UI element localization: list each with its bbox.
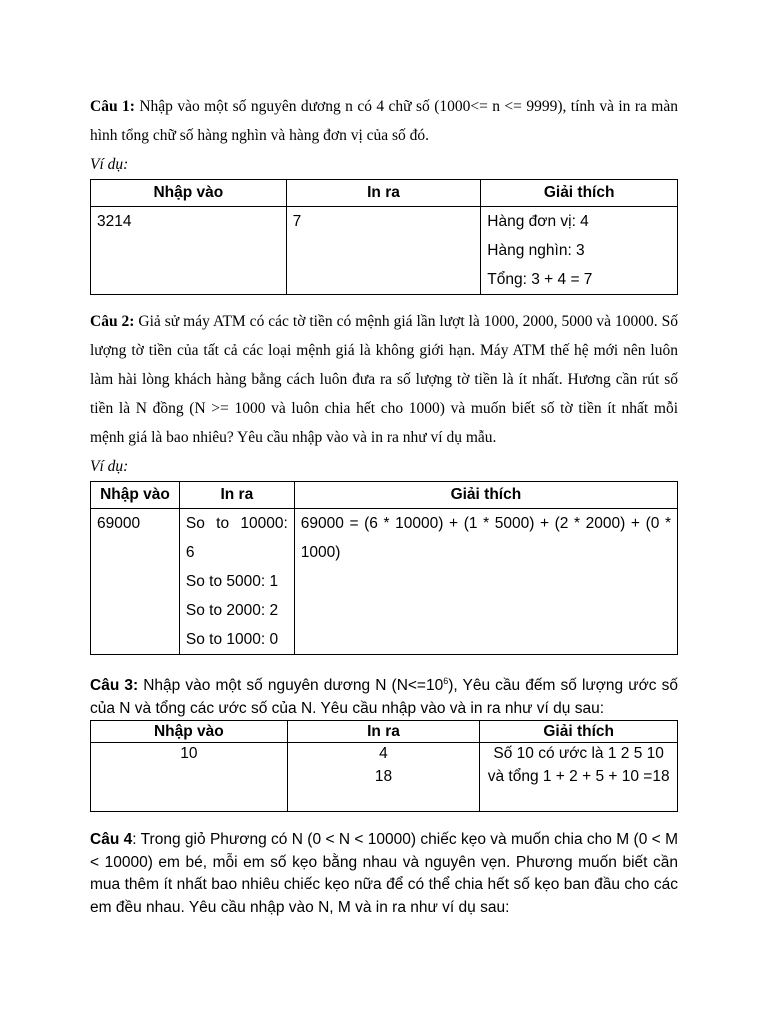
cell-explain: 69000 = (6 * 10000) + (1 * 5000) + (2 * 2000) + (0 * 1000) — [294, 509, 677, 655]
output-line: So to 5000: 1 — [185, 573, 279, 590]
question-2 — [90, 307, 678, 452]
cell-explain — [481, 207, 678, 295]
header-explain: Giải thích — [294, 482, 677, 509]
superscript: 6 — [443, 675, 449, 686]
cell-output: 7 — [286, 207, 481, 295]
question-4-text: : Trong giỏ Phương có N (0 < N < 10000) chiếc kẹo và muốn chia cho M (0 < M < 10000) em bé, mỗi em số kẹo bằng nhau và nguyên vẹn. Phương muốn biết cần mua thêm ít nhất bao nhiêu chiếc kẹo nữa để có thể chia hết số kẹo ban đầu cho các em đều nhau. Yêu cầu nhập vào N, M và in ra như ví dụ sau: — [90, 831, 678, 916]
example-table-3 — [90, 720, 678, 812]
explain-line: Hàng nghìn: 3 — [487, 242, 585, 259]
question-2-label: Câu 2: — [90, 313, 135, 330]
cell-output — [287, 743, 480, 812]
output-line: 6 — [185, 544, 195, 561]
example-label-2: Ví dụ: — [90, 458, 129, 475]
header-explain: Giải thích — [481, 180, 678, 207]
question-3-text: Nhập vào một số nguyên dương N (N<=10 — [138, 677, 444, 694]
header-output: In ra — [286, 180, 481, 207]
table-row — [91, 207, 678, 295]
question-4-label: Câu 4 — [90, 831, 133, 848]
header-input: Nhập vào — [91, 482, 180, 509]
cell-input: 10 — [91, 743, 288, 812]
header-input: Nhập vào — [91, 721, 288, 743]
table-header-row — [91, 482, 678, 509]
question-1-label: Câu 1: — [90, 98, 135, 115]
header-output: In ra — [287, 721, 480, 743]
table-header-row — [91, 180, 678, 207]
explain-line: Tổng: 3 + 4 = 7 — [487, 271, 593, 288]
explain-line: Hàng đơn vị: 4 — [487, 213, 589, 230]
example-table-2 — [90, 481, 678, 655]
question-1 — [90, 92, 678, 150]
header-input: Nhập vào — [91, 180, 287, 207]
cell-input: 3214 — [91, 207, 287, 295]
question-2-text: Giả sử máy ATM có các tờ tiền có mệnh giá lần lượt là 1000, 2000, 5000 và 10000. Số lượng tờ tiền của tất cả các loại mệnh giá là không giới hạn. Máy ATM thế hệ mới nên luôn làm hài lòng khách hàng bằng cách luôn đưa ra số lượng tờ tiền là ít nhất. Hương cần rút số tiền là N đồng (N >= 1000 và luôn chia hết cho 1000) và muốn biết số tờ tiền ít nhất mỗi mệnh giá là bao nhiêu? Yêu cầu nhập vào và in ra như ví dụ mẫu. — [90, 313, 678, 446]
question-3 — [90, 675, 678, 720]
document-page — [90, 92, 678, 919]
output-line: 18 — [374, 767, 393, 785]
output-line: 4 — [379, 745, 388, 762]
output-line: So to 1000: 0 — [185, 631, 279, 648]
table-row — [91, 509, 678, 655]
output-line: So to 10000: — [185, 515, 288, 532]
output-line: So to 2000: 2 — [185, 602, 279, 619]
header-explain: Giải thích — [480, 721, 678, 743]
table-header-row — [91, 721, 678, 743]
example-table-1 — [90, 179, 678, 295]
cell-explain: Số 10 có ước là 1 2 5 10 và tổng 1 + 2 + 5 + 10 =18 — [480, 743, 678, 812]
question-3-text-cont: ), Yêu cầu đếm số lượng ước số của N và tổng các ước số của N. Yêu cầu nhập vào và in ra như ví dụ sau: — [90, 677, 679, 717]
cell-input: 69000 — [91, 509, 180, 655]
question-4 — [90, 829, 678, 919]
cell-output — [179, 509, 294, 655]
example-label-1: Ví dụ: — [90, 156, 129, 173]
table-row — [91, 743, 678, 812]
question-3-label: Câu 3: — [90, 677, 139, 694]
question-1-text: Nhập vào một số nguyên dương n có 4 chữ số (1000<= n <= 9999), tính và in ra màn hình tổng chữ số hàng nghìn và hàng đơn vị của số đó. — [90, 98, 678, 144]
header-output: In ra — [179, 482, 294, 509]
